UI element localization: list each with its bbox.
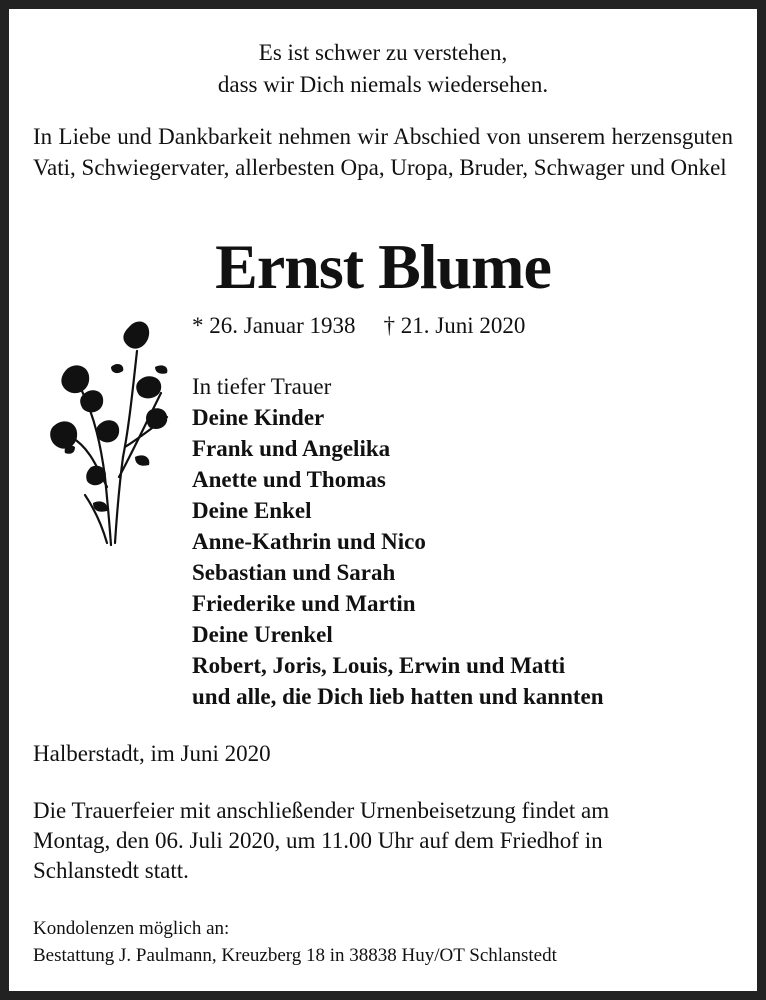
- obituary-card: [9, 9, 757, 991]
- intro-paragraph: In Liebe und Dankbarkeit nehmen wir Abschied von unserem herzensguten Vati, Schwiegervater, allerbesten Opa, Uropa, Bruder, Schwager und Onkel: [33, 124, 733, 180]
- life-dates: [192, 311, 525, 341]
- mourner-line: Deine Urenkel: [192, 622, 333, 647]
- funeral-line-2: Montag, den 06. Juli 2020, um 11.00 Uhr auf dem Friedhof in: [33, 828, 603, 853]
- place-and-date: Halberstadt, im Juni 2020: [33, 741, 271, 766]
- mourner-line: Frank und Angelika: [192, 436, 391, 461]
- death-date: † 21. Juni 2020: [383, 313, 526, 338]
- mourner-line: Anette und Thomas: [192, 467, 386, 492]
- motto-line-2: dass wir Dich niemals wiedersehen.: [217, 72, 549, 97]
- condolence-label: Kondolenzen möglich an:: [33, 918, 230, 939]
- mourners-heading: In tiefer Trauer: [192, 374, 332, 399]
- mourner-line: Sebastian und Sarah: [192, 560, 396, 585]
- deceased-name: Ernst Blume: [215, 231, 551, 302]
- condolence-info: [33, 915, 743, 969]
- motto-line-1: Es ist schwer zu verstehen,: [258, 40, 508, 65]
- mourner-line: Friederike und Martin: [192, 591, 416, 616]
- funeral-line-1: Die Trauerfeier mit anschließender Urnenbeisetzung findet am: [33, 798, 610, 823]
- mourners-list: [192, 371, 604, 712]
- mourner-line: Deine Enkel: [192, 498, 312, 523]
- mourner-line: Robert, Joris, Louis, Erwin und Matti: [192, 653, 566, 678]
- mourner-line: Anne-Kathrin und Nico: [192, 529, 426, 554]
- condolence-address: Bestattung J. Paulmann, Kreuzberg 18 in 38838 Huy/OT Schlanstedt: [33, 945, 557, 966]
- intro-text: [33, 121, 733, 183]
- rose-bouquet-icon: [45, 307, 173, 547]
- funeral-notice: [33, 796, 733, 886]
- mourner-line: Deine Kinder: [192, 405, 325, 430]
- motto: [9, 37, 757, 101]
- funeral-line-3: Schlanstedt statt.: [33, 858, 189, 883]
- birth-date: * 26. Januar 1938: [192, 313, 356, 338]
- mourner-line: und alle, die Dich lieb hatten und kannten: [192, 684, 604, 709]
